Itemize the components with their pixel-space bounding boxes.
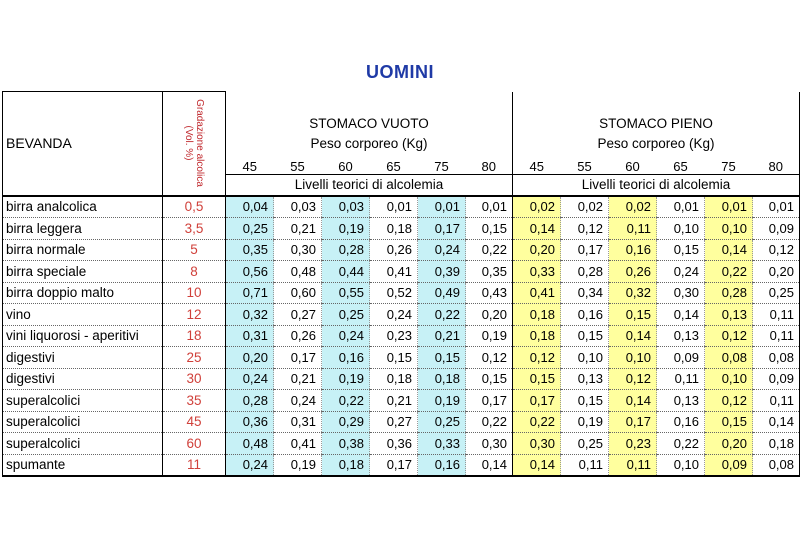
empty-stomach-value: 0,18: [370, 368, 418, 390]
page-title: UOMINI: [366, 62, 434, 82]
empty-stomach-value: 0,43: [466, 282, 513, 304]
alcohol-level-table: [2, 91, 800, 477]
empty-stomach-value: 0,01: [418, 196, 466, 218]
full-stomach-value: 0,34: [561, 282, 609, 304]
empty-stomach-header: [226, 92, 513, 156]
table-row: [3, 368, 800, 390]
empty-stomach-value: 0,60: [274, 282, 322, 304]
full-stomach-value: 0,30: [657, 282, 705, 304]
full-weight-header-1: 55: [561, 156, 609, 175]
table-row: [3, 347, 800, 369]
full-stomach-value: 0,22: [513, 411, 561, 433]
full-stomach-value: 0,10: [657, 218, 705, 240]
full-stomach-value: 0,10: [561, 347, 609, 369]
full-stomach-value: 0,08: [753, 454, 800, 476]
full-stomach-value: 0,16: [657, 411, 705, 433]
empty-stomach-value: 0,48: [274, 261, 322, 283]
full-stomach-weight-label: Peso corporeo (Kg): [597, 135, 715, 151]
full-weight-header-5: 80: [753, 156, 800, 175]
empty-stomach-value: 0,17: [370, 454, 418, 476]
full-stomach-value: 0,30: [513, 433, 561, 455]
bevanda-header: BEVANDA: [3, 92, 163, 196]
full-stomach-value: 0,15: [513, 368, 561, 390]
empty-weight-header-4: 75: [418, 156, 466, 175]
empty-stomach-value: 0,20: [226, 347, 274, 369]
table-row: [3, 433, 800, 455]
empty-stomach-value: 0,19: [418, 390, 466, 412]
full-stomach-value: 0,33: [513, 261, 561, 283]
empty-stomach-value: 0,14: [466, 454, 513, 476]
empty-stomach-levels-label: Livelli teorici di alcolemia: [226, 174, 513, 196]
full-stomach-value: 0,13: [561, 368, 609, 390]
full-stomach-levels-label: Livelli teorici di alcolemia: [513, 174, 800, 196]
full-stomach-value: 0,09: [705, 454, 753, 476]
empty-stomach-value: 0,26: [274, 325, 322, 347]
empty-stomach-value: 0,15: [466, 368, 513, 390]
drink-name: vino: [3, 304, 163, 326]
full-stomach-value: 0,14: [657, 304, 705, 326]
empty-stomach-value: 0,27: [370, 411, 418, 433]
grade-header-label: Gradazione alcolica: [194, 99, 205, 188]
empty-stomach-value: 0,36: [370, 433, 418, 455]
full-stomach-value: 0,19: [561, 411, 609, 433]
empty-stomach-value: 0,41: [370, 261, 418, 283]
empty-stomach-value: 0,27: [274, 304, 322, 326]
full-stomach-value: 0,12: [609, 368, 657, 390]
empty-stomach-value: 0,19: [322, 368, 370, 390]
drink-name: superalcolici: [3, 411, 163, 433]
full-stomach-value: 0,15: [561, 390, 609, 412]
empty-stomach-value: 0,15: [418, 347, 466, 369]
drink-name: superalcolici: [3, 390, 163, 412]
empty-weight-header-2: 60: [322, 156, 370, 175]
empty-stomach-value: 0,19: [322, 218, 370, 240]
full-stomach-value: 0,01: [753, 196, 800, 218]
drink-name: vini liquorosi - aperitivi: [3, 325, 163, 347]
empty-stomach-value: 0,32: [226, 304, 274, 326]
full-stomach-value: 0,14: [513, 454, 561, 476]
table-row: [3, 282, 800, 304]
empty-stomach-value: 0,35: [466, 261, 513, 283]
empty-stomach-value: 0,24: [226, 454, 274, 476]
drink-name: superalcolici: [3, 433, 163, 455]
full-stomach-value: 0,09: [753, 218, 800, 240]
empty-stomach-value: 0,18: [322, 454, 370, 476]
full-stomach-value: 0,10: [657, 454, 705, 476]
full-stomach-value: 0,11: [657, 368, 705, 390]
full-stomach-value: 0,12: [705, 390, 753, 412]
empty-stomach-value: 0,01: [466, 196, 513, 218]
full-weight-header-2: 60: [609, 156, 657, 175]
empty-stomach-value: 0,19: [466, 325, 513, 347]
full-stomach-value: 0,22: [705, 261, 753, 283]
empty-stomach-value: 0,36: [226, 411, 274, 433]
full-stomach-value: 0,12: [753, 239, 800, 261]
table-row: [3, 196, 800, 218]
full-stomach-value: 0,11: [609, 218, 657, 240]
full-stomach-value: 0,10: [609, 347, 657, 369]
empty-stomach-value: 0,28: [322, 239, 370, 261]
full-stomach-value: 0,14: [705, 239, 753, 261]
empty-stomach-value: 0,33: [418, 433, 466, 455]
empty-stomach-value: 0,44: [322, 261, 370, 283]
empty-stomach-value: 0,21: [274, 218, 322, 240]
alcohol-grade: 3,5: [163, 218, 226, 240]
empty-stomach-value: 0,22: [466, 411, 513, 433]
full-stomach-value: 0,10: [705, 218, 753, 240]
full-stomach-value: 0,20: [513, 239, 561, 261]
empty-stomach-value: 0,04: [226, 196, 274, 218]
empty-stomach-value: 0,18: [370, 218, 418, 240]
full-stomach-value: 0,10: [705, 368, 753, 390]
table-row: [3, 454, 800, 476]
full-stomach-value: 0,17: [561, 239, 609, 261]
full-stomach-value: 0,24: [657, 261, 705, 283]
full-stomach-value: 0,28: [561, 261, 609, 283]
full-stomach-value: 0,02: [609, 196, 657, 218]
full-stomach-value: 0,09: [753, 368, 800, 390]
full-stomach-value: 0,41: [513, 282, 561, 304]
full-stomach-value: 0,15: [561, 325, 609, 347]
empty-stomach-value: 0,03: [274, 196, 322, 218]
drink-name: birra speciale: [3, 261, 163, 283]
empty-stomach-value: 0,24: [370, 304, 418, 326]
empty-stomach-value: 0,41: [274, 433, 322, 455]
full-stomach-value: 0,17: [609, 411, 657, 433]
empty-stomach-value: 0,20: [466, 304, 513, 326]
alcohol-grade: 45: [163, 411, 226, 433]
table-row: [3, 304, 800, 326]
empty-stomach-value: 0,49: [418, 282, 466, 304]
full-stomach-title: STOMACO PIENO: [599, 115, 713, 131]
full-stomach-value: 0,16: [609, 239, 657, 261]
table-row: [3, 390, 800, 412]
alcohol-grade: 25: [163, 347, 226, 369]
full-stomach-value: 0,25: [753, 282, 800, 304]
table-row: [3, 239, 800, 261]
empty-weight-header-1: 55: [274, 156, 322, 175]
empty-stomach-value: 0,03: [322, 196, 370, 218]
empty-stomach-value: 0,23: [370, 325, 418, 347]
empty-stomach-value: 0,24: [418, 239, 466, 261]
full-stomach-value: 0,16: [561, 304, 609, 326]
full-stomach-value: 0,12: [705, 325, 753, 347]
empty-stomach-value: 0,55: [322, 282, 370, 304]
full-stomach-value: 0,11: [753, 390, 800, 412]
alcohol-grade: 5: [163, 239, 226, 261]
full-stomach-header: [513, 92, 800, 156]
full-stomach-value: 0,13: [657, 390, 705, 412]
full-stomach-value: 0,25: [561, 433, 609, 455]
empty-stomach-value: 0,24: [226, 368, 274, 390]
empty-stomach-value: 0,17: [418, 218, 466, 240]
empty-stomach-value: 0,39: [418, 261, 466, 283]
table-row: [3, 218, 800, 240]
drink-name: birra analcolica: [3, 196, 163, 218]
empty-stomach-value: 0,30: [466, 433, 513, 455]
full-stomach-value: 0,08: [705, 347, 753, 369]
drink-name: digestivi: [3, 347, 163, 369]
empty-stomach-value: 0,30: [274, 239, 322, 261]
full-stomach-value: 0,13: [657, 325, 705, 347]
table-row: [3, 411, 800, 433]
table-row: [3, 325, 800, 347]
full-stomach-value: 0,13: [705, 304, 753, 326]
alcohol-grade: 12: [163, 304, 226, 326]
alcohol-grade: 0,5: [163, 196, 226, 218]
empty-stomach-value: 0,22: [466, 239, 513, 261]
empty-stomach-value: 0,22: [322, 390, 370, 412]
full-stomach-value: 0,01: [657, 196, 705, 218]
empty-stomach-value: 0,56: [226, 261, 274, 283]
full-stomach-value: 0,23: [609, 433, 657, 455]
empty-weight-header-5: 80: [466, 156, 513, 175]
empty-stomach-weight-label: Peso corporeo (Kg): [310, 135, 428, 151]
empty-stomach-value: 0,16: [418, 454, 466, 476]
full-stomach-value: 0,15: [705, 411, 753, 433]
empty-stomach-value: 0,25: [418, 411, 466, 433]
full-stomach-value: 0,08: [753, 347, 800, 369]
empty-stomach-value: 0,24: [274, 390, 322, 412]
full-stomach-value: 0,17: [513, 390, 561, 412]
drink-name: birra leggera: [3, 218, 163, 240]
full-stomach-value: 0,11: [753, 304, 800, 326]
alcohol-grade: 18: [163, 325, 226, 347]
empty-stomach-value: 0,22: [418, 304, 466, 326]
full-stomach-value: 0,20: [705, 433, 753, 455]
full-stomach-value: 0,11: [561, 454, 609, 476]
alcohol-grade: 35: [163, 390, 226, 412]
full-weight-header-0: 45: [513, 156, 561, 175]
alcohol-grade: 30: [163, 368, 226, 390]
empty-stomach-value: 0,21: [274, 368, 322, 390]
empty-stomach-value: 0,19: [274, 454, 322, 476]
empty-stomach-value: 0,52: [370, 282, 418, 304]
full-stomach-value: 0,11: [609, 454, 657, 476]
empty-stomach-value: 0,25: [226, 218, 274, 240]
full-stomach-value: 0,20: [753, 261, 800, 283]
full-stomach-value: 0,09: [657, 347, 705, 369]
full-stomach-value: 0,15: [609, 304, 657, 326]
alcohol-grade: 11: [163, 454, 226, 476]
drink-name: birra normale: [3, 239, 163, 261]
empty-stomach-value: 0,12: [466, 347, 513, 369]
full-stomach-value: 0,01: [705, 196, 753, 218]
drink-name: digestivi: [3, 368, 163, 390]
empty-stomach-value: 0,31: [226, 325, 274, 347]
table-row: [3, 261, 800, 283]
empty-stomach-value: 0,25: [322, 304, 370, 326]
empty-weight-header-0: 45: [226, 156, 274, 175]
full-stomach-value: 0,18: [513, 325, 561, 347]
full-stomach-value: 0,14: [753, 411, 800, 433]
empty-stomach-value: 0,29: [322, 411, 370, 433]
empty-stomach-value: 0,35: [226, 239, 274, 261]
full-stomach-value: 0,32: [609, 282, 657, 304]
empty-stomach-title: STOMACO VUOTO: [309, 115, 429, 131]
empty-stomach-value: 0,15: [370, 347, 418, 369]
full-weight-header-4: 75: [705, 156, 753, 175]
drink-name: birra doppio malto: [3, 282, 163, 304]
full-stomach-value: 0,18: [513, 304, 561, 326]
empty-stomach-value: 0,28: [226, 390, 274, 412]
alcohol-grade: 60: [163, 433, 226, 455]
full-stomach-value: 0,02: [513, 196, 561, 218]
full-stomach-value: 0,26: [609, 261, 657, 283]
full-weight-header-3: 65: [657, 156, 705, 175]
empty-stomach-value: 0,21: [418, 325, 466, 347]
empty-stomach-value: 0,21: [370, 390, 418, 412]
empty-stomach-value: 0,24: [322, 325, 370, 347]
empty-stomach-value: 0,15: [466, 218, 513, 240]
alcohol-grade: 10: [163, 282, 226, 304]
full-stomach-value: 0,12: [561, 218, 609, 240]
empty-stomach-value: 0,31: [274, 411, 322, 433]
empty-stomach-value: 0,38: [322, 433, 370, 455]
empty-stomach-value: 0,18: [418, 368, 466, 390]
empty-weight-header-3: 65: [370, 156, 418, 175]
full-stomach-value: 0,28: [705, 282, 753, 304]
full-stomach-value: 0,12: [513, 347, 561, 369]
full-stomach-value: 0,14: [513, 218, 561, 240]
empty-stomach-value: 0,26: [370, 239, 418, 261]
empty-stomach-value: 0,48: [226, 433, 274, 455]
drink-name: spumante: [3, 454, 163, 476]
empty-stomach-value: 0,17: [466, 390, 513, 412]
full-stomach-value: 0,14: [609, 390, 657, 412]
grade-header-unit: (Vol. %): [183, 125, 194, 161]
empty-stomach-value: 0,01: [370, 196, 418, 218]
full-stomach-value: 0,18: [753, 433, 800, 455]
empty-stomach-value: 0,17: [274, 347, 322, 369]
alcohol-grade: 8: [163, 261, 226, 283]
full-stomach-value: 0,15: [657, 239, 705, 261]
empty-stomach-value: 0,71: [226, 282, 274, 304]
grade-header: [163, 92, 226, 196]
full-stomach-value: 0,02: [561, 196, 609, 218]
full-stomach-value: 0,14: [609, 325, 657, 347]
empty-stomach-value: 0,16: [322, 347, 370, 369]
full-stomach-value: 0,11: [753, 325, 800, 347]
full-stomach-value: 0,22: [657, 433, 705, 455]
